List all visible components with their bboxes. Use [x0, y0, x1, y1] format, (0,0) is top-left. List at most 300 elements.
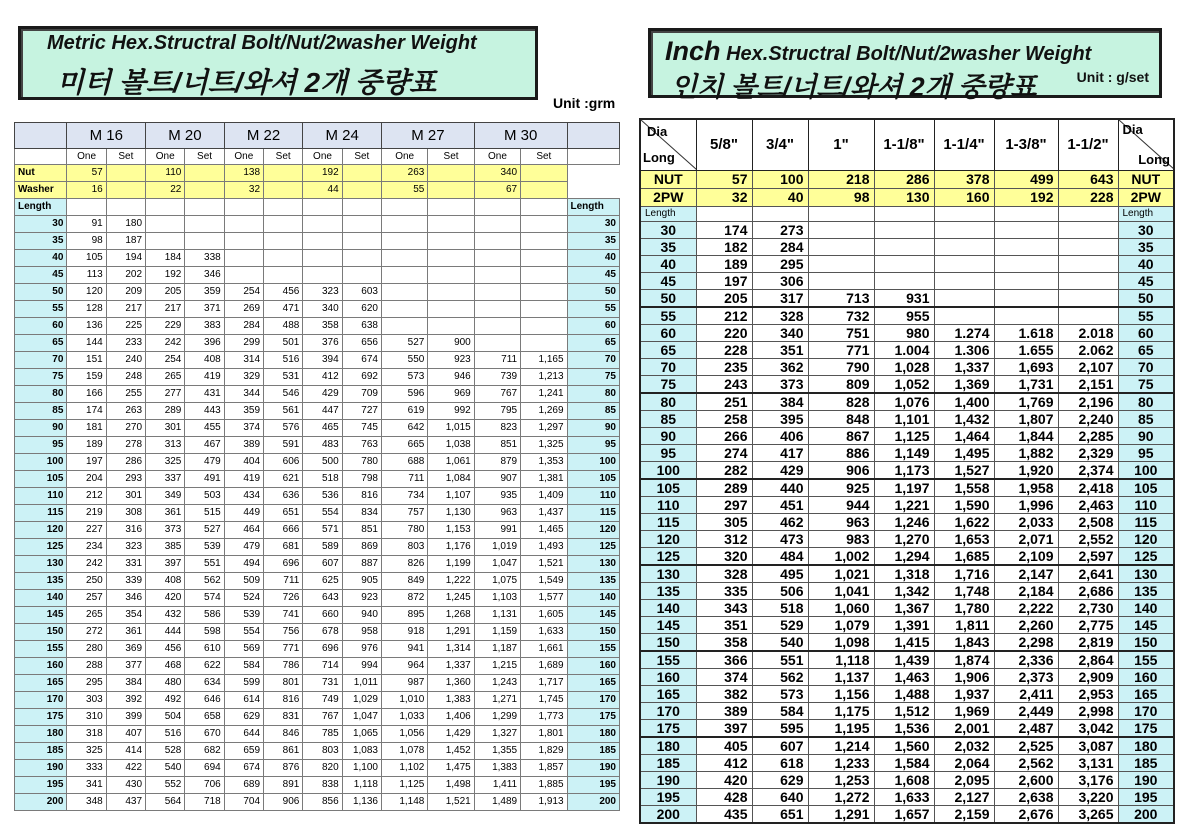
metric-length-cell-right: 30: [567, 216, 619, 233]
metric-weight-cell: 1,689: [521, 658, 567, 675]
metric-washer-value: 44: [303, 182, 342, 199]
inch-table-row: [640, 737, 1174, 755]
metric-weight-cell: 625: [303, 573, 342, 590]
inch-weight-cell: 2,418: [1058, 479, 1118, 497]
inch-weight-cell: 2,071: [994, 531, 1058, 548]
inch-weight-cell: 540: [752, 634, 808, 652]
metric-length-cell: 165: [15, 675, 67, 692]
metric-length-cell-right: 155: [567, 641, 619, 658]
metric-weight-cell: 384: [106, 675, 145, 692]
inch-weight-cell: 2,449: [994, 703, 1058, 720]
inch-weight-cell: [994, 239, 1058, 256]
metric-weight-cell: [381, 301, 427, 318]
metric-weight-cell: 834: [342, 505, 381, 522]
metric-sub-set: Set: [264, 149, 303, 165]
metric-sub-one: One: [146, 149, 185, 165]
inch-length-cell-right: 100: [1118, 462, 1174, 480]
metric-length-cell-right: 55: [567, 301, 619, 318]
metric-weight-cell: 1,187: [474, 641, 520, 658]
inch-weight-cell: 2,095: [934, 772, 994, 789]
inch-weight-cell: 273: [752, 222, 808, 239]
inch-weight-cell: 435: [696, 806, 752, 824]
inch-weight-cell: 848: [808, 411, 874, 428]
inch-length-cell-right: 75: [1118, 376, 1174, 394]
inch-size-header: 1-3/8": [994, 119, 1058, 171]
metric-weight-cell: 646: [185, 692, 224, 709]
inch-weight-cell: 1,270: [874, 531, 934, 548]
metric-size-header: M 16: [67, 123, 146, 149]
inch-weight-cell: 2,641: [1058, 565, 1118, 583]
metric-weight-cell: 359: [185, 284, 224, 301]
inch-weight-cell: 243: [696, 376, 752, 394]
metric-weight-cell: 946: [428, 369, 474, 386]
metric-weight-cell: 741: [264, 607, 303, 624]
metric-weight-cell: 571: [303, 522, 342, 539]
metric-weight-cell: 666: [264, 522, 303, 539]
inch-weight-cell: 2,222: [994, 600, 1058, 617]
metric-weight-cell: 503: [185, 488, 224, 505]
inch-weight-cell: 1,041: [808, 583, 874, 600]
metric-length-cell: 80: [15, 386, 67, 403]
inch-nut-value: 286: [874, 171, 934, 189]
metric-weight-cell: 1,801: [521, 726, 567, 743]
metric-length-cell-right: 50: [567, 284, 619, 301]
metric-weight-cell: 1,078: [381, 743, 427, 760]
metric-sub-one: One: [474, 149, 520, 165]
metric-empty: [521, 199, 567, 216]
metric-table-row: [15, 777, 620, 794]
metric-length-cell: 125: [15, 539, 67, 556]
metric-weight-cell: 831: [264, 709, 303, 726]
inch-weight-cell: 429: [752, 462, 808, 480]
inch-length-cell: 110: [640, 497, 696, 514]
metric-length-cell: 130: [15, 556, 67, 573]
metric-weight-cell: 872: [381, 590, 427, 607]
metric-empty: [264, 199, 303, 216]
metric-weight-cell: 397: [146, 556, 185, 573]
metric-weight-cell: 447: [303, 403, 342, 420]
metric-length-cell: 50: [15, 284, 67, 301]
metric-washer-blank: [567, 182, 619, 199]
metric-weight-cell: 349: [146, 488, 185, 505]
metric-weight-cell: [264, 250, 303, 267]
metric-weight-cell: 310: [67, 709, 106, 726]
metric-length-cell: 190: [15, 760, 67, 777]
inch-weight-cell: 384: [752, 393, 808, 411]
metric-weight-cell: 573: [381, 369, 427, 386]
inch-weight-cell: 1,002: [808, 548, 874, 566]
inch-weight-cell: 1,221: [874, 497, 934, 514]
inch-weight-cell: 3,220: [1058, 789, 1118, 806]
metric-nut-empty: [521, 165, 567, 182]
metric-weight-cell: 288: [67, 658, 106, 675]
inch-size-header: 1-1/2": [1058, 119, 1118, 171]
inch-weight-cell: 1,560: [874, 737, 934, 755]
metric-table-row: [15, 675, 620, 692]
metric-length-cell: 95: [15, 437, 67, 454]
metric-weight-cell: [264, 216, 303, 233]
inch-weight-cell: 1,052: [874, 376, 934, 394]
metric-weight-cell: 354: [106, 607, 145, 624]
metric-weight-cell: 688: [381, 454, 427, 471]
inch-weight-cell: [1058, 222, 1118, 239]
metric-weight-cell: 536: [303, 488, 342, 505]
metric-weight-cell: 1,047: [342, 709, 381, 726]
metric-weight-cell: 338: [185, 250, 224, 267]
inch-weight-cell: 2,730: [1058, 600, 1118, 617]
inch-weight-cell: [808, 222, 874, 239]
metric-weight-cell: 120: [67, 284, 106, 301]
metric-weight-cell: 289: [146, 403, 185, 420]
metric-weight-cell: 1,136: [342, 794, 381, 811]
inch-pw-value: 192: [994, 189, 1058, 207]
metric-weight-cell: 250: [67, 573, 106, 590]
metric-weight-cell: 422: [106, 760, 145, 777]
metric-table-row: [15, 437, 620, 454]
inch-weight-cell: [934, 290, 994, 308]
inch-weight-cell: 295: [752, 256, 808, 273]
inch-nut-label-right: NUT: [1118, 171, 1174, 189]
inch-title-box: [648, 28, 1162, 102]
metric-weight-cell: 396: [185, 335, 224, 352]
inch-length-cell: 170: [640, 703, 696, 720]
inch-length-cell: 70: [640, 359, 696, 376]
metric-weight-cell: 318: [67, 726, 106, 743]
metric-weight-cell: 665: [381, 437, 427, 454]
metric-weight-cell: [303, 216, 342, 233]
inch-length-cell: 115: [640, 514, 696, 531]
inch-weight-cell: 1,125: [874, 428, 934, 445]
metric-length-cell: 145: [15, 607, 67, 624]
metric-weight-cell: 785: [303, 726, 342, 743]
metric-empty: [224, 199, 263, 216]
inch-length-cell-right: 180: [1118, 737, 1174, 755]
metric-weight-cell: 234: [67, 539, 106, 556]
inch-length-cell-right: 65: [1118, 342, 1174, 359]
metric-empty: [67, 199, 106, 216]
metric-weight-cell: [303, 250, 342, 267]
metric-weight-cell: 1,010: [381, 692, 427, 709]
inch-weight-cell: 1,495: [934, 445, 994, 462]
metric-weight-cell: 803: [303, 743, 342, 760]
metric-weight-cell: [521, 284, 567, 301]
metric-weight-cell: 1,125: [381, 777, 427, 794]
metric-weight-cell: 394: [303, 352, 342, 369]
metric-weight-cell: [264, 233, 303, 250]
inch-weight-cell: 389: [696, 703, 752, 720]
metric-weight-cell: 963: [474, 505, 520, 522]
inch-length-cell: 160: [640, 669, 696, 686]
metric-weight-cell: 1,577: [521, 590, 567, 607]
metric-weight-cell: 1,271: [474, 692, 520, 709]
metric-table-row: [15, 488, 620, 505]
metric-weight-cell: 682: [185, 743, 224, 760]
inch-length-cell-right: 40: [1118, 256, 1174, 273]
metric-weight-cell: 1,029: [342, 692, 381, 709]
inch-weight-cell: 2,260: [994, 617, 1058, 634]
metric-length-cell-right: 145: [567, 607, 619, 624]
metric-weight-cell: 1,213: [521, 369, 567, 386]
inch-pw-label-right: 2PW: [1118, 189, 1174, 207]
metric-table-row: [15, 590, 620, 607]
metric-weight-cell: 113: [67, 267, 106, 284]
inch-table-row: [640, 514, 1174, 531]
inch-length-cell: 100: [640, 462, 696, 480]
metric-weight-cell: 437: [106, 794, 145, 811]
inch-title-word: Inch: [665, 36, 721, 66]
metric-weight-cell: 1,465: [521, 522, 567, 539]
metric-length-cell-right: 170: [567, 692, 619, 709]
inch-weight-cell: 328: [696, 565, 752, 583]
inch-length-cell-right: 45: [1118, 273, 1174, 290]
inch-table-body: [640, 171, 1174, 824]
inch-empty: [994, 207, 1058, 222]
metric-weight-cell: 1,773: [521, 709, 567, 726]
metric-weight-cell: 492: [146, 692, 185, 709]
metric-weight-cell: 192: [146, 267, 185, 284]
metric-weight-cell: 431: [185, 386, 224, 403]
metric-weight-cell: 711: [381, 471, 427, 488]
metric-weight-cell: 1,605: [521, 607, 567, 624]
metric-sub-blank: [15, 149, 67, 165]
inch-weight-cell: 374: [696, 669, 752, 686]
metric-weight-cell: 554: [224, 624, 263, 641]
inch-table-row: [640, 428, 1174, 445]
metric-weight-cell: 1,885: [521, 777, 567, 794]
metric-weight-cell: 771: [264, 641, 303, 658]
metric-table-row: [15, 318, 620, 335]
metric-weight-cell: 620: [342, 301, 381, 318]
inch-weight-cell: 1,101: [874, 411, 934, 428]
inch-length-cell: 60: [640, 325, 696, 342]
metric-weight-cell: 488: [264, 318, 303, 335]
metric-weight-cell: 494: [224, 556, 263, 573]
metric-weight-table: [14, 122, 620, 811]
metric-weight-cell: 229: [146, 318, 185, 335]
metric-weight-cell: 584: [224, 658, 263, 675]
inch-weight-cell: 1,367: [874, 600, 934, 617]
metric-weight-cell: 1,015: [428, 420, 474, 437]
metric-washer-value: 67: [474, 182, 520, 199]
inch-length-label-right: Length: [1118, 207, 1174, 222]
inch-weight-cell: 1,342: [874, 583, 934, 600]
metric-weight-cell: 1,411: [474, 777, 520, 794]
metric-weight-cell: [521, 216, 567, 233]
inch-weight-cell: 2,953: [1058, 686, 1118, 703]
inch-weight-cell: 2,240: [1058, 411, 1118, 428]
metric-weight-cell: 992: [428, 403, 474, 420]
metric-weight-cell: [428, 250, 474, 267]
inch-length-cell-right: 35: [1118, 239, 1174, 256]
metric-weight-cell: 184: [146, 250, 185, 267]
inch-weight-cell: [994, 222, 1058, 239]
inch-weight-cell: 1.004: [874, 342, 934, 359]
metric-weight-cell: 1,452: [428, 743, 474, 760]
metric-table-row: [15, 386, 620, 403]
inch-weight-cell: 1,685: [934, 548, 994, 566]
inch-nut-value: 57: [696, 171, 752, 189]
metric-length-cell-right: 190: [567, 760, 619, 777]
inch-weight-cell: 2,552: [1058, 531, 1118, 548]
inch-empty: [874, 207, 934, 222]
metric-weight-cell: [342, 267, 381, 284]
inch-table-row: [640, 669, 1174, 686]
metric-weight-cell: 369: [106, 641, 145, 658]
metric-weight-cell: 749: [303, 692, 342, 709]
metric-weight-cell: 660: [303, 607, 342, 624]
metric-weight-cell: 151: [67, 352, 106, 369]
inch-weight-cell: 1,920: [994, 462, 1058, 480]
metric-length-cell-right: 45: [567, 267, 619, 284]
metric-weight-cell: [474, 250, 520, 267]
inch-table-row: [640, 411, 1174, 428]
inch-weight-cell: 573: [752, 686, 808, 703]
metric-weight-cell: 443: [185, 403, 224, 420]
metric-weight-cell: 763: [342, 437, 381, 454]
metric-nut-blank: [567, 165, 619, 182]
metric-weight-cell: 277: [146, 386, 185, 403]
metric-weight-cell: [224, 216, 263, 233]
metric-weight-cell: 1,153: [428, 522, 474, 539]
metric-length-cell: 115: [15, 505, 67, 522]
metric-weight-cell: 714: [303, 658, 342, 675]
metric-weight-cell: [146, 233, 185, 250]
inch-length-cell: 95: [640, 445, 696, 462]
inch-weight-cell: 358: [696, 634, 752, 652]
inch-length-cell-right: 70: [1118, 359, 1174, 376]
metric-washer-empty: [185, 182, 224, 199]
inch-weight-cell: 2,159: [934, 806, 994, 824]
inch-table-row: [640, 651, 1174, 669]
inch-length-cell-right: 185: [1118, 755, 1174, 772]
inch-weight-cell: 1,608: [874, 772, 934, 789]
metric-length-cell-right: 40: [567, 250, 619, 267]
metric-nut-empty: [264, 165, 303, 182]
metric-washer-empty: [428, 182, 474, 199]
metric-weight-cell: 1,148: [381, 794, 427, 811]
metric-length-cell-right: 120: [567, 522, 619, 539]
inch-weight-cell: 1,463: [874, 669, 934, 686]
metric-weight-cell: 629: [224, 709, 263, 726]
metric-length-cell: 155: [15, 641, 67, 658]
inch-weight-cell: 197: [696, 273, 752, 290]
metric-weight-cell: 504: [146, 709, 185, 726]
inch-length-cell: 175: [640, 720, 696, 738]
metric-weight-cell: 798: [342, 471, 381, 488]
metric-weight-cell: 554: [303, 505, 342, 522]
metric-nut-value: 110: [146, 165, 185, 182]
inch-table-row: [640, 273, 1174, 290]
metric-weight-cell: 644: [224, 726, 263, 743]
metric-weight-cell: [185, 233, 224, 250]
inch-weight-cell: [934, 239, 994, 256]
metric-weight-cell: 434: [224, 488, 263, 505]
inch-length-cell: 85: [640, 411, 696, 428]
metric-weight-cell: 1,353: [521, 454, 567, 471]
metric-weight-cell: 1,291: [428, 624, 474, 641]
metric-weight-cell: 964: [381, 658, 427, 675]
metric-weight-cell: 692: [342, 369, 381, 386]
metric-weight-cell: 212: [67, 488, 106, 505]
metric-weight-cell: 385: [146, 539, 185, 556]
inch-weight-cell: 1,996: [994, 497, 1058, 514]
metric-length-cell: 175: [15, 709, 67, 726]
inch-length-cell: 150: [640, 634, 696, 652]
metric-weight-cell: 518: [303, 471, 342, 488]
metric-length-label: Length: [15, 199, 67, 216]
metric-length-cell: 35: [15, 233, 67, 250]
metric-length-cell: 200: [15, 794, 67, 811]
metric-table-row: [15, 301, 620, 318]
metric-weight-cell: 136: [67, 318, 106, 335]
metric-table-row: [15, 624, 620, 641]
inch-weight-cell: 1,246: [874, 514, 934, 531]
metric-weight-cell: 552: [146, 777, 185, 794]
inch-weight-cell: 189: [696, 256, 752, 273]
inch-empty: [808, 207, 874, 222]
inch-length-cell-right: 120: [1118, 531, 1174, 548]
inch-weight-cell: 595: [752, 720, 808, 738]
inch-length-cell-right: 165: [1118, 686, 1174, 703]
metric-empty: [185, 199, 224, 216]
metric-length-cell-right: 90: [567, 420, 619, 437]
inch-length-cell: 140: [640, 600, 696, 617]
inch-weight-cell: 640: [752, 789, 808, 806]
metric-weight-cell: 174: [67, 403, 106, 420]
inch-table-row: [640, 342, 1174, 359]
inch-weight-cell: 2,525: [994, 737, 1058, 755]
inch-length-cell: 155: [640, 651, 696, 669]
metric-weight-cell: 98: [67, 233, 106, 250]
metric-length-cell: 160: [15, 658, 67, 675]
metric-weight-cell: 501: [264, 335, 303, 352]
metric-weight-cell: 622: [185, 658, 224, 675]
metric-weight-cell: 325: [67, 743, 106, 760]
metric-weight-cell: 1,061: [428, 454, 474, 471]
metric-weight-cell: [146, 216, 185, 233]
inch-weight-cell: [874, 273, 934, 290]
metric-weight-cell: 1,075: [474, 573, 520, 590]
metric-weight-cell: 524: [224, 590, 263, 607]
inch-weight-cell: 343: [696, 600, 752, 617]
metric-weight-cell: 546: [264, 386, 303, 403]
inch-weight-cell: 562: [752, 669, 808, 686]
metric-weight-cell: 527: [381, 335, 427, 352]
metric-nut-value: 263: [381, 165, 427, 182]
metric-weight-cell: 383: [185, 318, 224, 335]
metric-empty: [106, 199, 145, 216]
inch-table-row: [640, 565, 1174, 583]
metric-weight-cell: 589: [303, 539, 342, 556]
metric-weight-cell: 1,215: [474, 658, 520, 675]
inch-weight-cell: [934, 222, 994, 239]
inch-weight-cell: 1,432: [934, 411, 994, 428]
metric-weight-cell: 407: [106, 726, 145, 743]
metric-washer-empty: [106, 182, 145, 199]
metric-weight-cell: 726: [264, 590, 303, 607]
metric-table-row: [15, 743, 620, 760]
metric-weight-cell: 935: [474, 488, 520, 505]
metric-weight-cell: 500: [303, 454, 342, 471]
inch-length-cell-right: 155: [1118, 651, 1174, 669]
metric-weight-cell: 1,409: [521, 488, 567, 505]
metric-weight-cell: 670: [185, 726, 224, 743]
metric-washer-empty: [342, 182, 381, 199]
metric-weight-cell: [428, 233, 474, 250]
metric-table-row: [15, 216, 620, 233]
inch-weight-cell: 473: [752, 531, 808, 548]
inch-table-row: [640, 325, 1174, 342]
